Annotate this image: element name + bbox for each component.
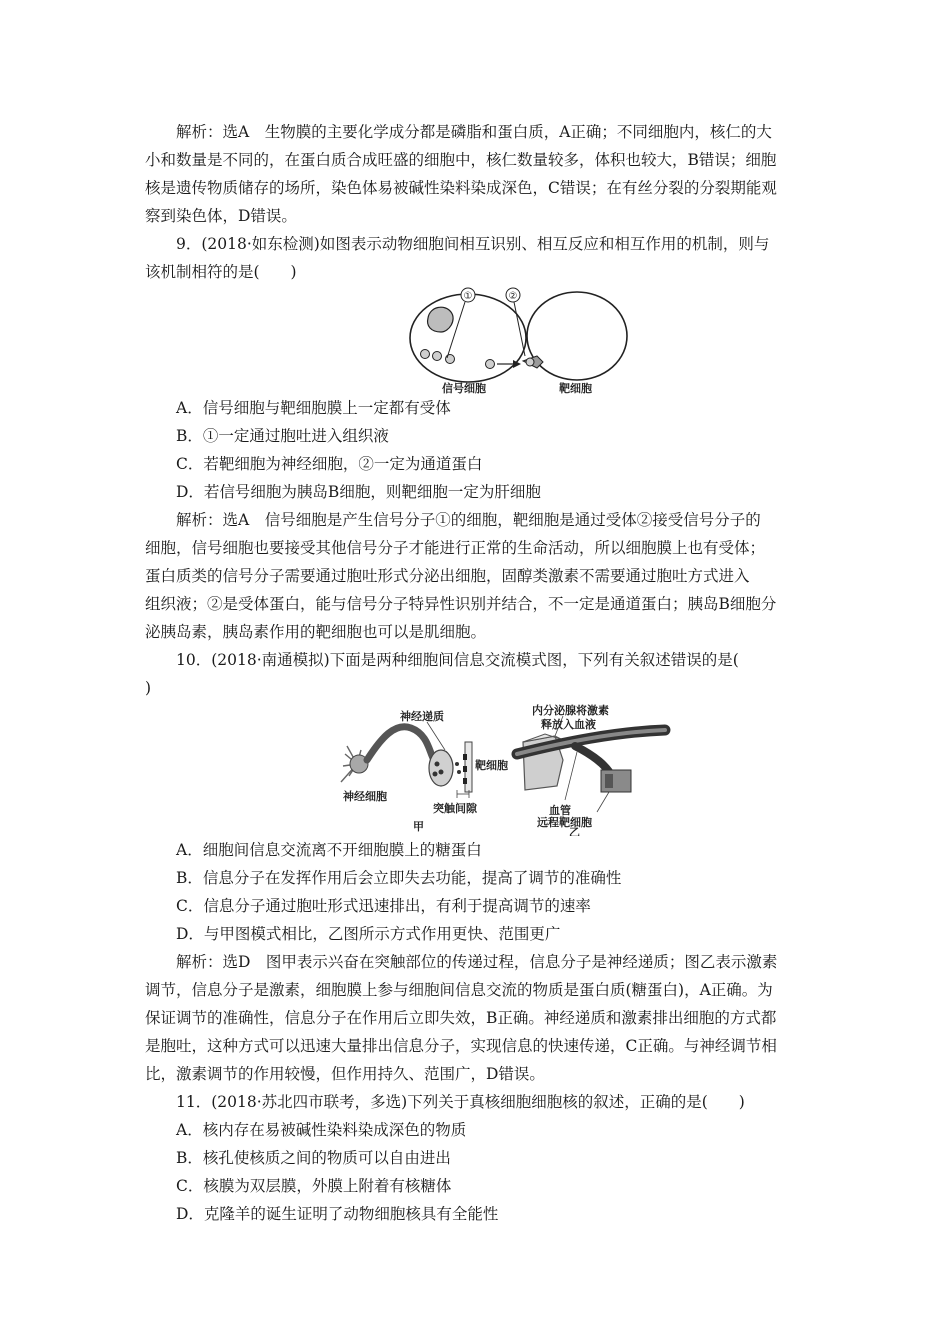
- q10-analysis-line: 比，激素调节的作用较慢，但作用持久、范围广，D错误。: [145, 1065, 545, 1083]
- target-cell-outline: [527, 292, 627, 380]
- receptor: [463, 754, 467, 760]
- distant-target-detail: [605, 774, 613, 788]
- q9-option: A．信号细胞与靶细胞膜上一定都有受体: [176, 399, 451, 417]
- synaptic-vesicle: [433, 772, 438, 777]
- q9-option: C．若靶细胞为神经细胞，②一定为通道蛋白: [176, 455, 483, 473]
- q9-stem: 该机制相符的是( ): [145, 263, 297, 281]
- leader-line: [597, 792, 609, 812]
- label-jia: 甲: [413, 820, 424, 833]
- synaptic-vesicle: [435, 762, 440, 767]
- bound-molecule: [526, 358, 534, 366]
- label-synapse-gap: 突触间隙: [433, 802, 477, 815]
- marker1-label: ①: [463, 291, 473, 302]
- q10-analysis-line: 解析：选D 图甲表示兴奋在突触部位的传递过程，信息分子是神经递质；图乙表示激素: [176, 953, 778, 971]
- diagram-yi: [517, 703, 665, 836]
- label-endocrine-2: 释放入血液: [541, 718, 596, 731]
- axon-terminal: [429, 750, 453, 786]
- q10-option: C．信息分子通过胞吐形式迅速排出，有利于提高调节的速率: [176, 897, 591, 915]
- label-vessel: 血管: [549, 804, 571, 817]
- label-neuron: 神经细胞: [343, 790, 387, 803]
- label-distant-target: 远程靶细胞: [537, 816, 592, 829]
- q9-analysis-line: 蛋白质类的信号分子需要通过胞吐形式分泌出细胞，固醇类激素不需要通过胞吐方式进入: [145, 567, 750, 585]
- q11-option: C．核膜为双层膜，外膜上附着有核糖体: [176, 1177, 452, 1195]
- q11-option: B．核孔使核质之间的物质可以自由进出: [176, 1149, 451, 1167]
- q11-stem: 11．(2018·苏北四市联考，多选)下列关于真核细胞细胞核的叙述，正确的是( ): [176, 1093, 745, 1111]
- q10-stem: 10．(2018·南通模拟)下面是两种细胞间信息交流模式图，下列有关叙述错误的是(: [176, 651, 739, 669]
- label-target-cell: 靶细胞: [559, 382, 592, 394]
- leader-line: [565, 752, 577, 800]
- label-yi: 乙: [569, 826, 580, 836]
- signal-molecule: [486, 360, 495, 369]
- q9-analysis-line: 组织液；②是受体蛋白，能与信号分子特异性识别并结合，不一定是通道蛋白；胰岛B细胞分: [145, 595, 777, 613]
- q9-analysis-line: 细胞，信号细胞也要接受其他信号分子才能进行正常的生命活动，所以细胞膜上也有受体；: [145, 539, 766, 557]
- q9-analysis-line: 泌胰岛素，胰岛素作用的靶细胞也可以是肌细胞。: [145, 623, 487, 641]
- q9-stem: 9．(2018·如东检测)如图表示动物细胞间相互识别、相互反应和相互作用的机制，则与: [176, 235, 770, 253]
- q9-option: B．①一定通过胞吐进入组织液: [176, 427, 389, 445]
- label-endocrine-1: 内分泌腺将激素: [532, 704, 609, 717]
- q10-option: D．与甲图模式相比，乙图所示方式作用更快、范围更广: [176, 925, 561, 943]
- label-neurotransmitter: 神经递质: [400, 710, 444, 723]
- q10-option: A．细胞间信息交流离不开细胞膜上的糖蛋白: [176, 841, 482, 859]
- q9-analysis-line: 解析：选A 信号细胞是产生信号分子①的细胞，靶细胞是通过受体②接受信号分子的: [176, 511, 761, 529]
- released-transmitter: [457, 770, 461, 774]
- q10-option: B．信息分子在发挥作用后会立即失去功能，提高了调节的准确性: [176, 869, 622, 887]
- receptor: [463, 778, 467, 784]
- q10-stem: ): [145, 679, 152, 697]
- cell-signaling-diagram: [145, 286, 810, 394]
- q9-option: D．若信号细胞为胰岛B细胞，则靶细胞一定为肝细胞: [176, 483, 541, 501]
- q11-option: A．核内存在易被碱性染料染成深色的物质: [176, 1121, 467, 1139]
- vesicle: [446, 355, 455, 364]
- q8-analysis-line: 小和数量是不同的，在蛋白质合成旺盛的细胞中，核仁数量较多，体积也较大，B错误；细胞: [145, 151, 777, 169]
- signal-cell-nucleus: [428, 307, 454, 332]
- synaptic-vesicle: [439, 770, 444, 775]
- signal-cell-outline: [410, 294, 526, 382]
- vesicle: [433, 352, 442, 361]
- q10-analysis-line: 是胞吐，这种方式可以迅速大量排出信息分子，实现信息的快速传递，C正确。与神经调节相: [145, 1037, 777, 1055]
- q11-option: D．克隆羊的诞生证明了动物细胞核具有全能性: [176, 1205, 499, 1223]
- label-signal-cell: 信号细胞: [442, 382, 486, 394]
- axon: [367, 727, 433, 760]
- q10-figure: [145, 702, 810, 836]
- q9-figure: [145, 286, 810, 394]
- q10-analysis-line: 保证调节的准确性，信息分子在作用后立即失效，B正确。神经递质和激素排出细胞的方式都: [145, 1009, 777, 1027]
- diagram-jia: [341, 709, 508, 833]
- q8-analysis-line: 核是遗传物质储存的场所，染色体易被碱性染料染成深色，C错误；在有丝分裂的分裂期能观: [145, 179, 777, 197]
- marker2-label: ②: [508, 291, 518, 302]
- marker2-leader: [514, 302, 525, 356]
- signaling-modes-diagram: [145, 702, 810, 836]
- released-transmitter: [455, 762, 459, 766]
- q10-analysis-line: 调节，信息分子是激素，细胞膜上参与细胞间信息交流的物质是蛋白质(糖蛋白)，A正确。为: [145, 981, 773, 999]
- label-target: 靶细胞: [475, 759, 508, 772]
- q8-analysis-line: 解析：选A 生物膜的主要化学成分都是磷脂和蛋白质，A正确；不同细胞内，核仁的大: [176, 123, 772, 141]
- vesicle: [421, 350, 430, 359]
- receptor: [463, 766, 467, 772]
- document-page: [145, 118, 810, 1228]
- q8-analysis-line: 察到染色体，D错误。: [145, 207, 297, 225]
